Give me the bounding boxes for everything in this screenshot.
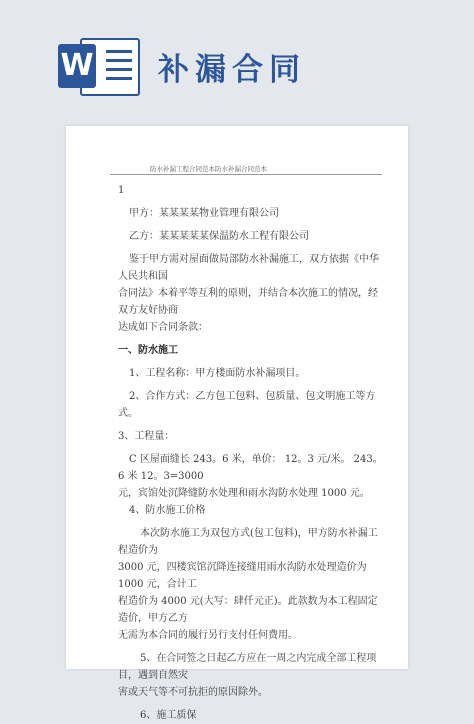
word-icon [58, 34, 140, 94]
quantity-line: C 区屋面缝长 243。6 米，单价： 12。3 元/米。 243。6 米 12。3=3000 [118, 454, 383, 482]
header-rule [110, 174, 382, 175]
clause-5-line: 害或天气等不可抗拒的原因除外。 [118, 687, 268, 698]
preamble-line: 合同法》本着平等互利的原则，并结合本次施工的情况，经双方友好协商 [118, 288, 378, 316]
pricing-line: 程造价为 4000 元(大写：肆仟元正)。此款数为本工程固定造价，甲方乙方 [118, 596, 378, 624]
running-header: 防水补漏工程合同范本防水补漏合同范本 [150, 165, 267, 173]
banner [0, 0, 474, 110]
clause-3: 3、工程量： [118, 431, 175, 442]
document-page [66, 126, 408, 721]
pricing-line: 本次防水施工为双包方式(包工包料)，甲方防水补漏工程造价为 [118, 528, 378, 556]
preamble-line: 鉴于甲方需对屋面做局部防水补漏施工，双方依据《中华人民共和国 [118, 254, 379, 282]
section-heading: 一、防水施工 [118, 345, 178, 356]
clause-6: 6、施工质保 [140, 710, 197, 721]
pricing-line: 3000 元，四楼宾馆沉降连接缝用雨水沟防水处理造价为 1000 元，合计工 [118, 562, 367, 590]
document-body [118, 182, 386, 724]
clause-1: 1、工程名称：甲方楼面防水补漏项目。 [129, 368, 306, 379]
banner-title: 补漏合同 [158, 52, 306, 88]
clause-4: 4、防水施工价格 [129, 505, 206, 516]
word-icon-letter: W [58, 44, 96, 88]
pricing-line: 无需为本合同的履行另行支付任何费用。 [118, 630, 298, 641]
party-a: 甲方：某某某某物业管理有限公司 [129, 208, 279, 219]
quantity-line: 元，宾馆处沉降缝防水处理和雨水沟防水处理 1000 元。 [118, 488, 370, 499]
page-number: 1 [118, 185, 125, 196]
clause-2: 2、合作方式：乙方包工包料、包质量、包文明施工等方式。 [118, 391, 376, 419]
party-b: 乙方：某某某某某保温防水工程有限公司 [129, 231, 309, 242]
clause-5-line: 5、在合同签之日起乙方应在一周之内完成全部工程项目，遇到自然灾 [118, 653, 377, 681]
preamble-line: 达成如下合同条款： [118, 322, 208, 333]
